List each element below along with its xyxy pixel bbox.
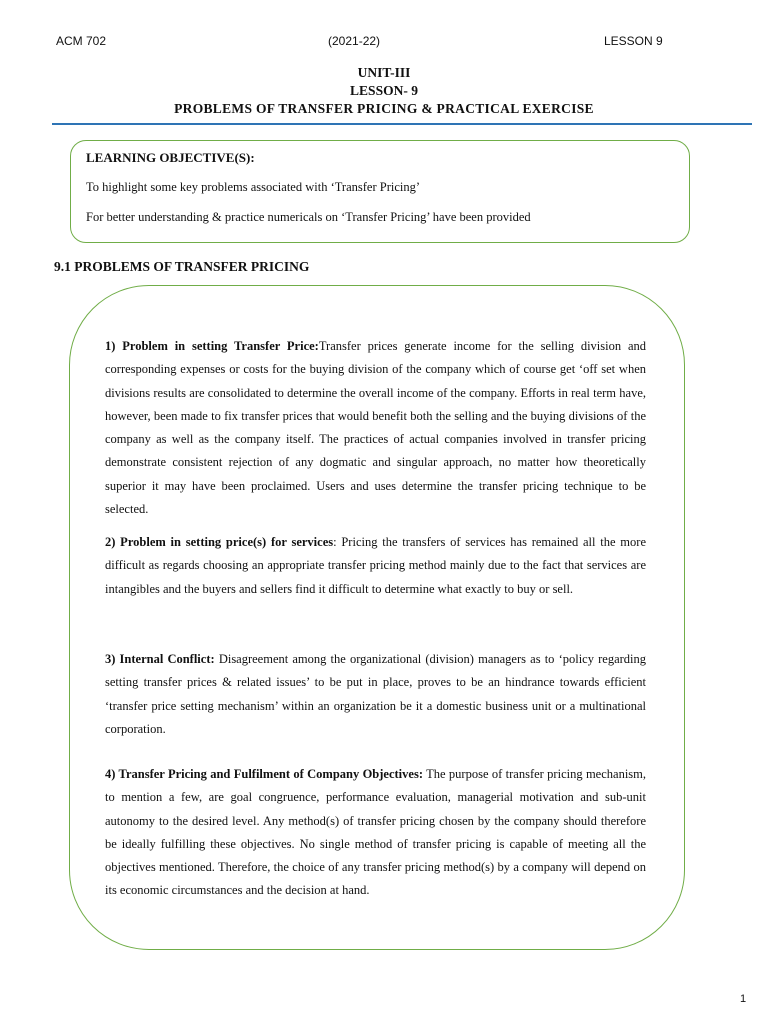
paragraph-title: 2) Problem in setting price(s) for services xyxy=(105,535,334,549)
paragraph-internal-conflict xyxy=(105,648,646,741)
paragraph-text: Transfer prices generate income for the selling division and corresponding expenses or costs for the buying division of the company which of course get ‘off set when divisions results are consolidated to determine the overall income of the company. Efforts in real term have, however, been made to fix transfer prices that would benefit both the selling and the buying divisions of the company as well as the company itself. The practices of actual companies involved in transfer pricing demonstrate consistent rejection of any dogmatic and singular approach, no matter how theoretically superior it may have been proclaimed. Users and uses determine the transfer pricing technique to be selected. xyxy=(105,339,647,517)
header-year: (2021-22) xyxy=(328,34,381,48)
learning-objective-item: To highlight some key problems associated with ‘Transfer Pricing’ xyxy=(86,180,421,194)
learning-objectives-title: LEARNING OBJECTIVE(S): xyxy=(86,150,255,165)
unit-title: UNIT-III xyxy=(357,65,411,80)
paragraph-text: : Pricing the transfers of services has remained all the more difficult as regards choosing an appropriate transfer pricing method mainly due to the fact that services are intangibles and the buyers and sellers find it difficult to determine what exactly to buy or sell. xyxy=(105,535,646,596)
paragraph-company-objectives xyxy=(105,763,646,903)
paragraph-title: 4) Transfer Pricing and Fulfilment of Company Objectives: xyxy=(105,767,423,781)
header-lesson: LESSON 9 xyxy=(604,34,663,48)
page-number: 1 xyxy=(740,993,747,1005)
paragraph-title: 1) Problem in setting Transfer Price: xyxy=(105,339,319,353)
paragraph-text: The purpose of transfer pricing mechanism, to mention a few, are goal congruence, performance evaluation, managerial motivation and sub-unit autonomy to the desired level. Any method(s) of transfer pricing chosen by the company should therefore be ideally fulfilling these objectives. No single method of transfer pricing is capable of meeting all the objectives mentioned. Therefore, the choice of any transfer pricing method(s) by a company will depend on its economic circumstances and the decision at hand. xyxy=(105,767,647,898)
lesson-subtitle: PROBLEMS OF TRANSFER PRICING & PRACTICAL EXERCISE xyxy=(174,101,594,116)
section-heading: 9.1 PROBLEMS OF TRANSFER PRICING xyxy=(54,259,310,274)
paragraph-problem-setting-transfer-price xyxy=(105,335,646,521)
lesson-title: LESSON- 9 xyxy=(350,83,418,98)
paragraph-title: 3) Internal Conflict: xyxy=(105,652,215,666)
paragraph-text: Disagreement among the organizational (division) managers as to ‘policy regarding setting transfer prices & related issues’ to be put in place, proves to be an hindrance towards efficient ‘transfer price setting mechanism’ within an organization be it a domestic business unit or a multinational corporation. xyxy=(105,652,647,736)
paragraph-problem-services xyxy=(105,531,646,601)
header-rule xyxy=(52,123,752,125)
learning-objective-item: For better understanding & practice numericals on ‘Transfer Pricing’ have been provided xyxy=(86,210,531,224)
header-course-code: ACM 702 xyxy=(56,34,107,48)
